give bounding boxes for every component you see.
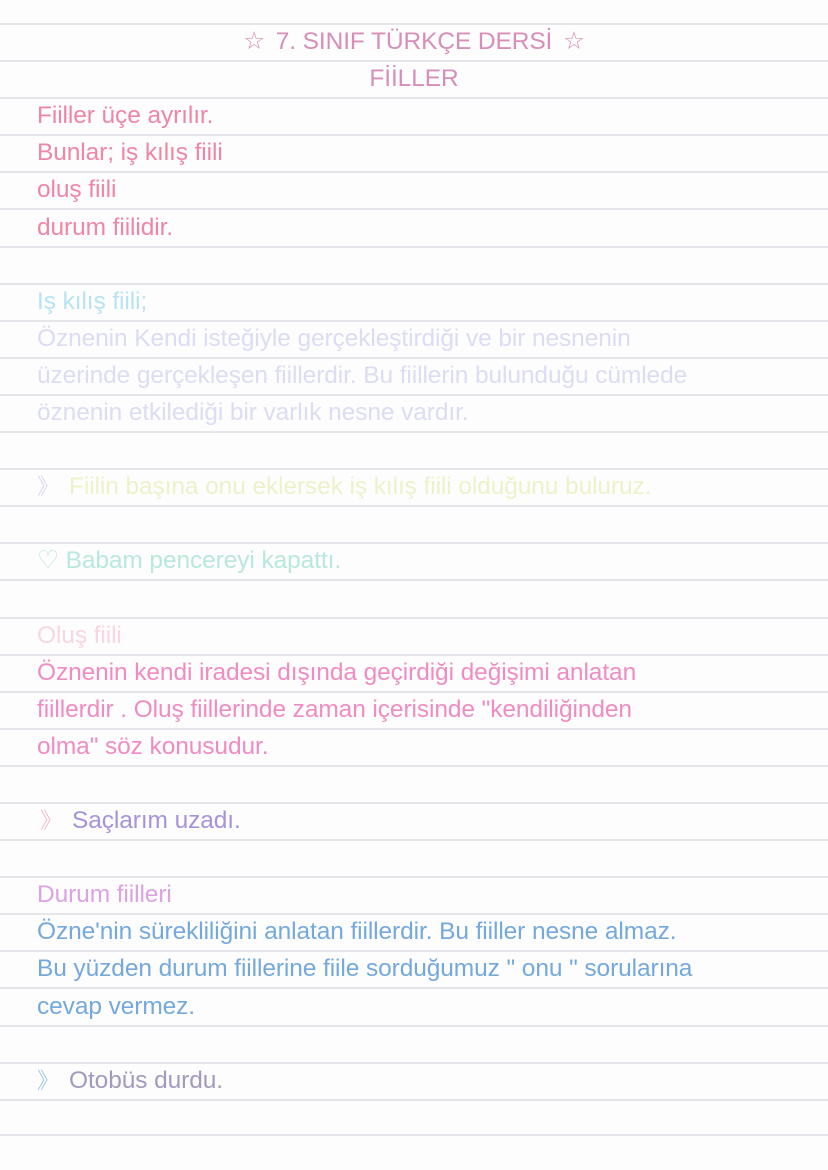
olus-example <box>40 807 241 835</box>
blank-line <box>0 1099 828 1136</box>
durum-text: cevap vermez. <box>37 992 196 1020</box>
lined-notebook-page <box>0 23 828 1136</box>
is-kilis-example <box>37 547 341 575</box>
title-text: 7. SINIF TÜRKÇE DERSİ <box>275 28 553 56</box>
paragraph-line <box>0 913 828 950</box>
intro-text: oluş fiili <box>37 176 117 204</box>
blank-line <box>0 431 828 468</box>
paragraph-line <box>0 987 828 1024</box>
tip-row <box>0 468 828 505</box>
intro-line <box>0 97 828 134</box>
example-text: Babam pencereyi kapattı. <box>65 547 342 575</box>
subtitle-row <box>0 60 828 97</box>
intro-text: Bunlar; iş kılış fiili <box>37 139 223 167</box>
intro-line <box>0 208 828 245</box>
is-kilis-text: Öznenin Kendi isteğiyle gerçekleştirdiği ve bir nesnenin <box>37 324 631 352</box>
paragraph-line <box>0 728 828 765</box>
durum-heading: Durum fiilleri <box>37 881 172 909</box>
blank-line <box>0 1025 828 1062</box>
example-row <box>0 802 828 839</box>
blank-line <box>0 839 828 876</box>
intro-text: durum fiilidir. <box>37 213 174 241</box>
intro-text: Fiiller üçe ayrılır. <box>37 102 214 130</box>
blank-line <box>0 765 828 802</box>
intro-line <box>0 134 828 171</box>
olus-text: Öznenin kendi iradesi dışında geçirdiği değişimi anlatan <box>37 658 637 686</box>
is-kilis-text: öznenin etkilediği bir varlık nesne vardır. <box>37 399 469 427</box>
blank-line <box>0 505 828 542</box>
durum-text: Bu yüzden durum fiillerine fiile sorduğumuz " onu " sorularına <box>37 955 693 983</box>
section-heading-row <box>0 617 828 654</box>
example-row <box>0 542 828 579</box>
star-icon: ☆ <box>562 28 585 56</box>
double-chevron-icon: 》 <box>37 1067 59 1093</box>
olus-heading: Oluş fiili <box>37 621 122 649</box>
section-heading-row <box>0 283 828 320</box>
star-icon: ☆ <box>243 28 266 56</box>
paragraph-line <box>0 654 828 691</box>
heart-icon: ♡ <box>37 547 59 575</box>
paragraph-line <box>0 357 828 394</box>
title-row <box>0 23 828 60</box>
double-chevron-icon: 》 <box>37 474 59 500</box>
tip-text: Fiilin başına onu eklersek iş kılış fiili olduğunu buluruz. <box>69 473 652 501</box>
example-text: Otobüs durdu. <box>69 1066 223 1094</box>
is-kilis-heading: Iş kılış fiili; <box>37 287 148 315</box>
paragraph-line <box>0 394 828 431</box>
is-kilis-tip <box>37 473 651 501</box>
double-chevron-icon: 》 <box>40 808 62 834</box>
durum-example <box>37 1067 223 1095</box>
section-heading-row <box>0 876 828 913</box>
example-text: Saçlarım uzadı. <box>72 807 241 835</box>
blank-line <box>0 246 828 283</box>
olus-text: olma" söz konusudur. <box>37 732 269 760</box>
page-title <box>0 28 828 56</box>
durum-text: Özne'nin sürekliliğini anlatan fiillerdir. Bu fiiller nesne almaz. <box>37 918 677 946</box>
is-kilis-text: üzerinde gerçekleşen fiillerdir. Bu fiillerin bulunduğu cümlede <box>37 361 688 389</box>
blank-line <box>0 579 828 616</box>
intro-line <box>0 171 828 208</box>
example-row <box>0 1062 828 1099</box>
paragraph-line <box>0 320 828 357</box>
paragraph-line <box>0 950 828 987</box>
olus-text: fiillerdir . Oluş fiillerinde zaman içerisinde "kendiliğinden <box>37 695 632 723</box>
paragraph-line <box>0 691 828 728</box>
page-subtitle: FİİLLER <box>369 65 459 93</box>
